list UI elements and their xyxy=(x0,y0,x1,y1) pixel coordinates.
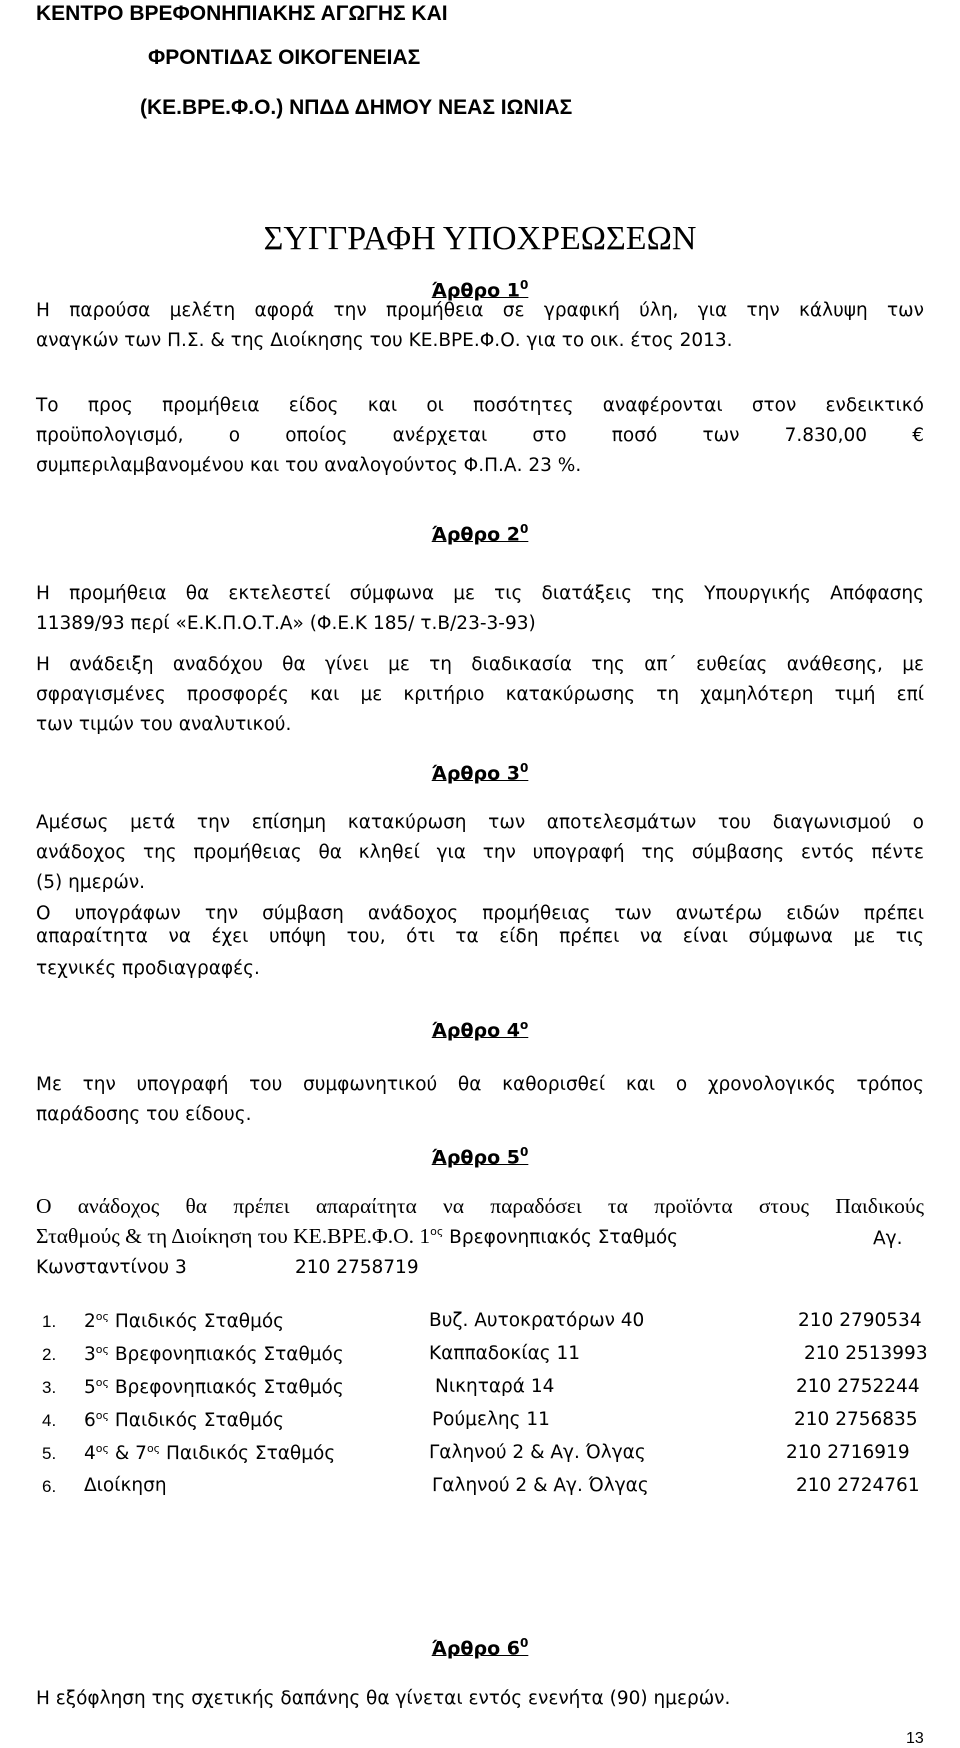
article-5-line-3a: Κωνσταντίνου 3 xyxy=(36,1257,187,1278)
station-name: $2^{o\varsigma}$ Παιδικός Σταθμός xyxy=(84,1310,285,1333)
article-1-line-2: αναγκών των Π.Σ. & της Διοίκησης του ΚΕ.ΒΡΕ.Φ.Ο. για το οικ. έτος 2013. xyxy=(36,330,733,351)
article-3-heading: Άρθρο $3^0$ xyxy=(431,761,529,785)
station-number: 6. xyxy=(42,1477,57,1496)
article-2-line-1: Η προμήθεια θα εκτελεστεί σύμφωνα με τις διατάξεις της Υπουργικής Απόφασης xyxy=(36,583,924,604)
station-phone: 210 2513993 xyxy=(804,1343,928,1364)
station-number: 5. xyxy=(42,1444,57,1463)
article-6-heading: Άρθρο $6^0$ xyxy=(431,1636,529,1660)
station-name: $4^{o\varsigma}$ & $7^{o\varsigma}$ Παιδικός Σταθμός xyxy=(84,1442,336,1465)
article-2-line-4: σφραγισμένες προσφορές και με κριτήριο κατακύρωσης τη χαμηλότερη τιμή επί xyxy=(36,684,924,705)
station-name: $3^{o\varsigma}$ Βρεφονηπιακός Σταθμός xyxy=(84,1343,344,1366)
table-row xyxy=(0,1343,960,1373)
article-5-line-2-end: Αγ. xyxy=(873,1228,903,1249)
station-number: 1. xyxy=(42,1312,57,1331)
article-5-line-3b: 210 2758719 xyxy=(295,1257,419,1278)
article-3-line-5: απαραίτητα να έχει υπόψη του, ότι τα είδη πρέπει να είναι σύμφωνα με τις xyxy=(36,926,924,947)
document-title: ΣΥΓΓΡΑΦΗ ΥΠΟΧΡΕΩΣΕΩΝ xyxy=(263,220,697,257)
article-2-line-3: Η ανάδειξη αναδόχου θα γίνει με τη διαδικασία της απ΄ ευθείας ανάθεσης, με xyxy=(36,654,924,675)
station-name: $6^{o\varsigma}$ Παιδικός Σταθμός xyxy=(84,1409,285,1432)
article-3-line-6: τεχνικές προδιαγραφές. xyxy=(36,958,260,979)
article-3-line-1: Αμέσως μετά την επίσημη κατακύρωση των αποτελεσμάτων του διαγωνισμού ο xyxy=(36,812,924,833)
station-phone: 210 2756835 xyxy=(794,1409,918,1430)
article-6-line-1: Η εξόφληση της σχετικής δαπάνης θα γίνεται εντός ενενήτα (90) ημερών. xyxy=(36,1688,731,1709)
article-2-heading: Άρθρο $2^0$ xyxy=(431,522,529,546)
header-line-3: (ΚΕ.ΒΡΕ.Φ.Ο.) ΝΠΔΔ ΔΗΜΟΥ ΝΕΑΣ ΙΩΝΙΑΣ xyxy=(140,96,573,119)
station-name: $5^{o\varsigma}$ Βρεφονηπιακός Σταθμός xyxy=(84,1376,344,1399)
station-address: Καππαδοκίας 11 xyxy=(429,1343,581,1364)
station-number: 4. xyxy=(42,1411,57,1430)
table-row xyxy=(0,1409,960,1439)
stations-list xyxy=(0,1310,960,1550)
station-phone: 210 2790534 xyxy=(798,1310,922,1331)
station-address: Νικηταρά 14 xyxy=(435,1376,555,1397)
article-1-heading: Άρθρο $1^0$ xyxy=(431,278,529,302)
station-number: 2. xyxy=(42,1345,57,1364)
station-address: Γαληνού 2 & Αγ. Όλγας xyxy=(432,1475,649,1496)
article-2-line-5: των τιμών του αναλυτικού. xyxy=(36,714,292,735)
article-1-line-1: Η παρούσα μελέτη αφορά την προμήθεια σε γραφική ύλη, για την κάλυψη των xyxy=(36,300,924,321)
station-phone: 210 2724761 xyxy=(796,1475,920,1496)
table-row xyxy=(0,1310,960,1340)
station-name: Διοίκηση xyxy=(84,1475,167,1496)
station-phone: 210 2716919 xyxy=(786,1442,910,1463)
article-3-line-3: (5) ημερών. xyxy=(36,872,146,893)
article-2-line-2: 11389/93 περί «Ε.Κ.Π.Ο.Τ.Α» (Φ.Ε.Κ 185/ τ.Β/23-3-93) xyxy=(36,613,536,634)
page-number: 13 xyxy=(906,1730,924,1747)
station-address: Βυζ. Αυτοκρατόρων 40 xyxy=(429,1310,645,1331)
table-row xyxy=(0,1475,960,1505)
article-5-line-2: Σταθμούς & τη Διοίκηση του ΚΕ.ΒΡΕ.Φ.Ο. $1^{o\varsigma}$ Βρεφονηπιακός Σταθμός xyxy=(36,1224,679,1248)
table-row xyxy=(0,1442,960,1472)
article-4-line-1: Με την υπογραφή του συμφωνητικού θα καθορισθεί και ο χρονολογικός τρόπος xyxy=(36,1074,924,1095)
station-phone: 210 2752244 xyxy=(796,1376,920,1397)
header-line-2: ΦΡΟΝΤΙΔΑΣ ΟΙΚΟΓΕΝΕΙΑΣ xyxy=(148,46,421,69)
article-3-line-4: Ο υπογράφων την σύμβαση ανάδοχος προμήθειας των ανωτέρω ειδών πρέπει xyxy=(36,903,924,924)
article-5-heading: Άρθρο $5^0$ xyxy=(431,1145,529,1169)
article-1-line-4: προϋπολογισμό, ο οποίος ανέρχεται στο ποσό των 7.830,00 € xyxy=(36,425,924,446)
article-1-line-5: συμπεριλαμβανομένου και του αναλογούντος Φ.Π.Α. 23 %. xyxy=(36,455,582,476)
header-line-1: ΚΕΝΤΡΟ ΒΡΕΦΟΝΗΠΙΑΚΗΣ ΑΓΩΓΗΣ ΚΑΙ xyxy=(36,2,448,25)
article-4-line-2: παράδοσης του είδους. xyxy=(36,1104,252,1125)
station-address: Γαληνού 2 & Αγ. Όλγας xyxy=(429,1442,646,1463)
article-3-line-2: ανάδοχος της προμήθειας θα κληθεί για την υπογραφή της σύμβασης εντός πέντε xyxy=(36,842,924,863)
station-address: Ρούμελης 11 xyxy=(432,1409,550,1430)
article-4-heading: Άρθρο $4^o$ xyxy=(431,1018,529,1042)
table-row xyxy=(0,1376,960,1406)
article-5-line-1: Ο ανάδοχος θα πρέπει απαραίτητα να παραδόσει τα προϊόντα στους Παιδικούς xyxy=(36,1194,924,1218)
article-1-line-3: Το προς προμήθεια είδος και οι ποσότητες αναφέρονται στον ενδεικτικό xyxy=(36,395,924,416)
station-number: 3. xyxy=(42,1378,57,1397)
